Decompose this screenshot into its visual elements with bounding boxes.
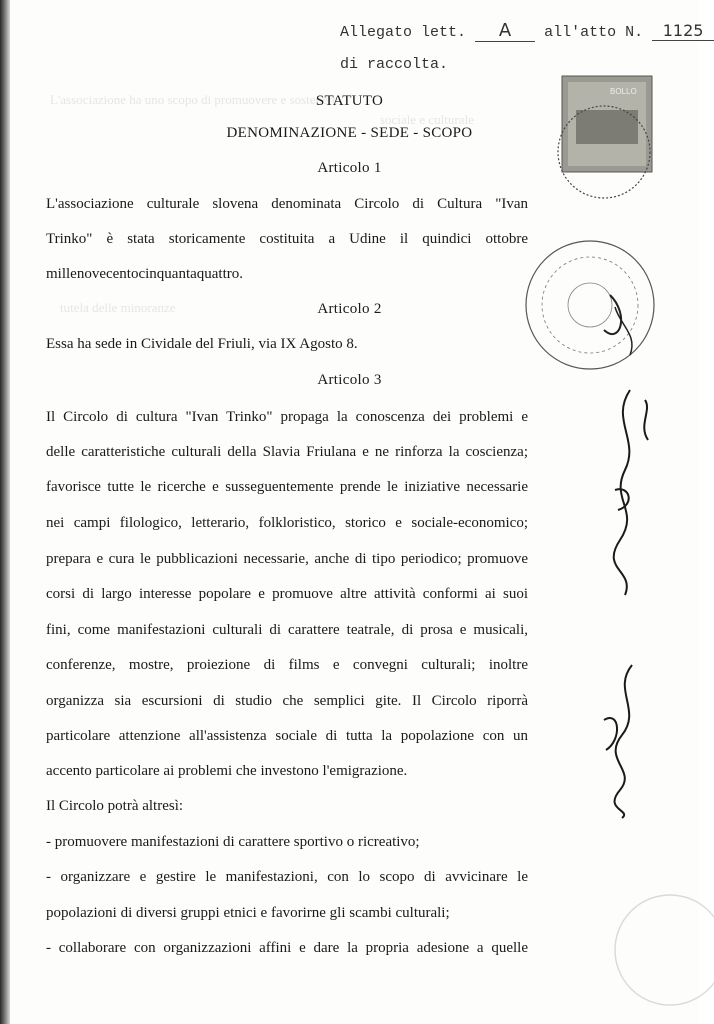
handwritten-signature (600, 380, 660, 600)
revenue-stamp-label: BOLLO (610, 87, 637, 96)
paragraph-line: favorisce tutte le ricerche e susseguentemente prende le iniziative necessarie (46, 479, 528, 495)
list-item: - collaborare con organizzazioni affini e dare la propria adesione a quelle (46, 940, 528, 956)
paragraph-line: Il Circolo potrà altresì: (46, 798, 184, 814)
paragraph-line: L'associazione culturale slovena denominata Circolo di Cultura "Ivan (46, 196, 528, 212)
faint-seal (600, 890, 700, 1010)
paragraph-line: particolare attenzione all'assistenza sociale di tutta la popolazione con un (46, 728, 528, 744)
document-title: STATUTO (315, 93, 384, 109)
section-heading: DENOMINAZIONE - SEDE - SCOPO (226, 125, 473, 141)
paragraph-line: prepara e cura le pubblicazioni necessarie, anche di tipo periodico; promuove (46, 551, 528, 567)
allegato-line (340, 20, 714, 42)
article-heading: Articolo 2 (317, 301, 382, 317)
bleed-through-text: L'associazione ha uno scopo di promuovere e sostenere (50, 92, 338, 107)
atto-label: all'atto N. (544, 24, 644, 41)
paragraph-line: Essa ha sede in Cividale del Friuli, via IX Agosto 8. (46, 336, 358, 352)
page-edge-shadow (0, 0, 10, 1024)
list-item: - organizzare e gestire le manifestazioni, con lo scopo di avvicinare le (46, 869, 528, 885)
bleed-through-text: sociale e culturale (380, 112, 474, 127)
paragraph-line: nei campi filologico, letterario, folkloristico, storico e sociale-economico; (46, 515, 528, 531)
allegato-letter: A (475, 20, 535, 42)
paragraph-line: organizza sia escursioni di studio che semplici gite. Il Circolo riporrà (46, 693, 528, 709)
paragraph-line: Il Circolo di cultura "Ivan Trinko" propaga la conoscenza dei problemi e (46, 409, 528, 425)
paragraph-line: millenovecentocinquantaquattro. (46, 266, 244, 282)
paragraph-line: conferenze, mostre, proiezione di films e convegni culturali; inoltre (46, 657, 528, 673)
paragraph-line: Trinko" è stata storicamente costituita a Udine il quindici ottobre (46, 231, 528, 247)
paragraph-line: accento particolare ai problemi che investono l'emigrazione. (46, 763, 408, 779)
paragraph-line: delle caratteristiche culturali della Slavia Friulana e ne rinforza la coscienza; (46, 444, 528, 460)
paragraph-line: fini, come manifestazioni culturali di carattere teatrale, di prosa e musicali, (46, 622, 528, 638)
article-heading: Articolo 3 (317, 372, 382, 388)
paragraph-line: popolazioni di diversi gruppi etnici e favorirne gli scambi culturali; (46, 905, 450, 921)
raccolta-label: di raccolta. (340, 56, 449, 73)
list-item: - promuovere manifestazioni di carattere sportivo o ricreativo; (46, 834, 420, 850)
atto-number: 1125 (652, 21, 714, 41)
handwritten-signature-2 (592, 660, 662, 820)
allegato-label: Allegato lett. (340, 24, 467, 41)
bleed-through-text: tutela delle minoranze (60, 300, 176, 315)
article-heading: Articolo 1 (317, 160, 382, 176)
paragraph-line: corsi di largo interesse popolare e promuove altre attività conformi ai suoi (46, 586, 528, 602)
